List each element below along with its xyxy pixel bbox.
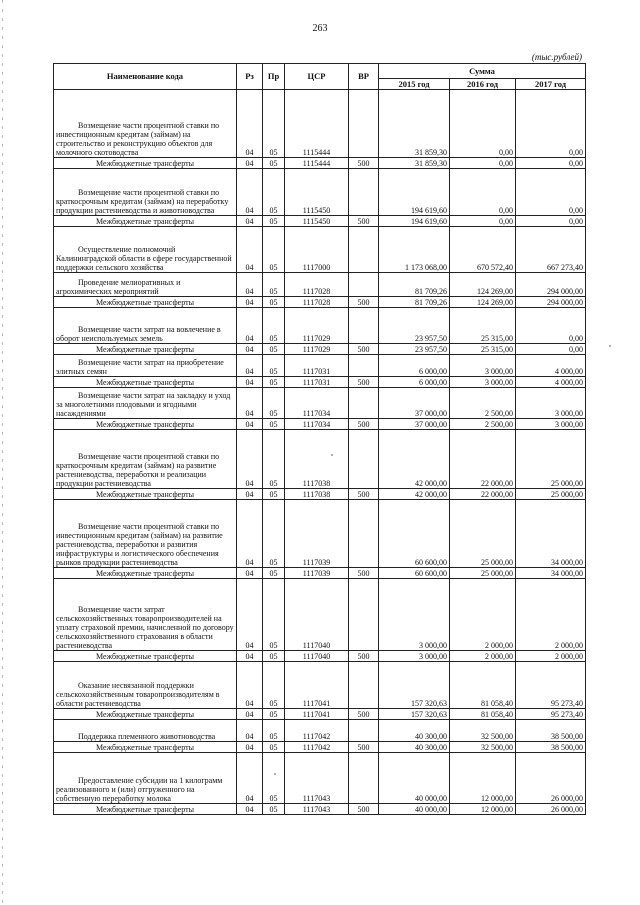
cell-v2015: 42 000,00 [379,430,450,489]
cell-csr: 1117031 [285,377,349,388]
cell-rz: 04 [237,742,263,753]
cell-pr: 05 [263,377,285,388]
cell-csr: 1117028 [285,273,349,297]
table-row [54,90,586,158]
cell-vr [349,662,379,709]
cell-name: Предоставление субсидии на 1 килограмм реализованного и (или) отгруженного на собственную переработку молока [54,753,237,804]
cell-pr: 05 [263,308,285,344]
cell-v2016: 32 500,00 [450,742,516,753]
cell-pr: 05 [263,651,285,662]
cell-vr: 500 [349,489,379,500]
cell-v2015: 40 000,00 [379,753,450,804]
cell-v2016: 2 000,00 [450,651,516,662]
cell-v2016: 2 000,00 [450,579,516,651]
cell-name: Межбюджетные трансферты [54,804,237,815]
cell-rz: 04 [237,568,263,579]
cell-v2017: 34 000,00 [516,568,586,579]
table-row [54,355,586,377]
cell-v2017: 2 000,00 [516,579,586,651]
cell-csr: 1117039 [285,568,349,579]
cell-vr [349,90,379,158]
cell-rz: 04 [237,216,263,227]
cell-vr: 500 [349,568,379,579]
cell-v2015: 60 600,00 [379,500,450,568]
cell-vr: 500 [349,804,379,815]
cell-v2017: 3 000,00 [516,388,586,419]
cell-csr: 1115444 [285,158,349,169]
cell-pr: 05 [263,419,285,430]
cell-v2017: 0,00 [516,169,586,216]
header-2017: 2017 год [516,79,586,90]
cell-pr: 05 [263,90,285,158]
cell-name: Возмещение части процентной ставки по краткосрочным кредитам (займам) на переработку продукции растениеводства и животноводства [54,169,237,216]
cell-v2016: 670 572,40 [450,227,516,273]
cell-csr: 1117041 [285,709,349,720]
cell-v2017: 26 000,00 [516,804,586,815]
cell-rz: 04 [237,388,263,419]
cell-pr: 05 [263,216,285,227]
cell-v2016: 0,00 [450,216,516,227]
cell-name: Возмещение части затрат на приобретение элитных семян [54,355,237,377]
header-name: Наименование кода [54,64,237,90]
cell-v2016: 25 315,00 [450,308,516,344]
cell-vr [349,169,379,216]
budget-table [53,63,586,815]
cell-rz: 04 [237,720,263,742]
cell-csr: 1115450 [285,169,349,216]
cell-csr: 1117043 [285,804,349,815]
scan-speck [331,454,333,456]
cell-v2017: 25 000,00 [516,430,586,489]
cell-pr: 05 [263,227,285,273]
cell-v2016: 0,00 [450,158,516,169]
cell-v2017: 294 000,00 [516,297,586,308]
header-row-top [54,64,586,79]
header-2015: 2015 год [379,79,450,90]
cell-v2015: 157 320,63 [379,662,450,709]
table-row [54,579,586,651]
cell-v2015: 3 000,00 [379,579,450,651]
cell-v2016: 12 000,00 [450,804,516,815]
cell-v2016: 25 000,00 [450,568,516,579]
header-pr: Пр [263,64,285,90]
cell-vr: 500 [349,216,379,227]
cell-csr: 1117029 [285,308,349,344]
cell-name: Межбюджетные трансферты [54,742,237,753]
cell-v2017: 38 500,00 [516,742,586,753]
cell-name: Межбюджетные трансферты [54,651,237,662]
page-number: 263 [312,23,328,34]
cell-rz: 04 [237,430,263,489]
cell-v2016: 22 000,00 [450,430,516,489]
table-row [54,419,586,430]
cell-vr: 500 [349,651,379,662]
cell-pr: 05 [263,169,285,216]
cell-v2016: 0,00 [450,169,516,216]
cell-name: Межбюджетные трансферты [54,297,237,308]
table-row [54,344,586,355]
cell-vr [349,500,379,568]
cell-name: Возмещение части процентной ставки по инвестиционным кредитам (займам) на строительство и реконструкцию объектов для молочного скотоводства [54,90,237,158]
cell-v2017: 294 000,00 [516,273,586,297]
cell-v2015: 60 600,00 [379,568,450,579]
cell-name: Межбюджетные трансферты [54,344,237,355]
cell-pr: 05 [263,489,285,500]
table-row [54,500,586,568]
cell-v2015: 40 000,00 [379,804,450,815]
table-row [54,430,586,489]
cell-pr: 05 [263,388,285,419]
cell-rz: 04 [237,90,263,158]
table-row [54,169,586,216]
cell-rz: 04 [237,297,263,308]
cell-v2016: 3 000,00 [450,355,516,377]
cell-v2015: 194 619,60 [379,216,450,227]
cell-v2016: 3 000,00 [450,377,516,388]
cell-name: Возмещение части процентной ставки по краткосрочным кредитам (займам) на развитие растениеводства, переработки и реализации продукции растениеводства [54,430,237,489]
cell-v2017: 95 273,40 [516,709,586,720]
cell-vr: 500 [349,158,379,169]
cell-vr [349,388,379,419]
cell-v2015: 23 957,50 [379,308,450,344]
cell-rz: 04 [237,709,263,720]
cell-rz: 04 [237,158,263,169]
cell-rz: 04 [237,227,263,273]
table-row [54,709,586,720]
cell-csr: 1117029 [285,344,349,355]
cell-rz: 04 [237,804,263,815]
cell-v2017: 26 000,00 [516,753,586,804]
cell-rz: 04 [237,169,263,216]
cell-rz: 04 [237,344,263,355]
cell-rz: 04 [237,500,263,568]
cell-name: Осуществление полномочий Калининградской области в сфере государственной поддержки сельского хозяйства [54,227,237,273]
table-row [54,662,586,709]
cell-name: Возмещение части процентной ставки по инвестиционным кредитам (займам) на развитие растениеводства, переработки и развития инфраструктуры и логистического обеспечения рынков продукции растениеводства [54,500,237,568]
cell-v2015: 6 000,00 [379,355,450,377]
cell-pr: 05 [263,500,285,568]
cell-v2016: 0,00 [450,90,516,158]
cell-csr: 1117028 [285,297,349,308]
cell-vr: 500 [349,742,379,753]
cell-vr [349,308,379,344]
table-row [54,753,586,804]
cell-vr: 500 [349,709,379,720]
table-row [54,742,586,753]
cell-rz: 04 [237,355,263,377]
table-row [54,720,586,742]
table-row [54,308,586,344]
cell-v2017: 0,00 [516,158,586,169]
cell-v2015: 194 619,60 [379,169,450,216]
cell-pr: 05 [263,568,285,579]
cell-pr: 05 [263,158,285,169]
cell-v2017: 667 273,40 [516,227,586,273]
cell-pr: 05 [263,579,285,651]
cell-csr: 1117040 [285,579,349,651]
cell-vr [349,753,379,804]
table-row [54,227,586,273]
cell-csr: 1117000 [285,227,349,273]
cell-rz: 04 [237,419,263,430]
cell-rz: 04 [237,308,263,344]
cell-csr: 1117042 [285,742,349,753]
cell-v2017: 0,00 [516,90,586,158]
cell-vr [349,273,379,297]
table-row [54,297,586,308]
cell-csr: 1115444 [285,90,349,158]
table-body [54,90,586,815]
cell-pr: 05 [263,804,285,815]
cell-name: Оказание несвязанной поддержки сельскохозяйственным товаропроизводителям в области растениеводства [54,662,237,709]
cell-v2017: 4 000,00 [516,355,586,377]
cell-v2015: 37 000,00 [379,388,450,419]
cell-rz: 04 [237,273,263,297]
cell-v2017: 3 000,00 [516,419,586,430]
cell-v2016: 25 000,00 [450,500,516,568]
cell-name: Межбюджетные трансферты [54,419,237,430]
cell-v2015: 157 320,63 [379,709,450,720]
cell-pr: 05 [263,742,285,753]
cell-v2015: 31 859,30 [379,158,450,169]
cell-v2017: 0,00 [516,216,586,227]
cell-v2016: 124 269,00 [450,273,516,297]
cell-pr: 05 [263,355,285,377]
cell-pr: 05 [263,430,285,489]
cell-v2016: 124 269,00 [450,297,516,308]
cell-csr: 1117041 [285,662,349,709]
cell-rz: 04 [237,377,263,388]
units-label: (тыс.рублей) [531,52,582,62]
table-row [54,804,586,815]
cell-v2015: 42 000,00 [379,489,450,500]
cell-v2017: 95 273,40 [516,662,586,709]
cell-rz: 04 [237,651,263,662]
cell-vr [349,227,379,273]
cell-v2015: 6 000,00 [379,377,450,388]
cell-vr [349,355,379,377]
cell-csr: 1117042 [285,720,349,742]
cell-pr: 05 [263,662,285,709]
cell-v2016: 22 000,00 [450,489,516,500]
table-row [54,388,586,419]
cell-rz: 04 [237,753,263,804]
cell-pr: 05 [263,720,285,742]
cell-name: Возмещение части затрат на закладку и уход за многолетними плодовыми и ягодными насаждениями [54,388,237,419]
header-2016: 2016 год [450,79,516,90]
cell-v2017: 25 000,00 [516,489,586,500]
cell-v2015: 31 859,30 [379,90,450,158]
cell-vr: 500 [349,297,379,308]
cell-name: Межбюджетные трансферты [54,158,237,169]
cell-csr: 1117043 [285,753,349,804]
cell-v2016: 25 315,00 [450,344,516,355]
cell-v2017: 0,00 [516,344,586,355]
cell-name: Межбюджетные трансферты [54,568,237,579]
cell-rz: 04 [237,579,263,651]
cell-v2015: 37 000,00 [379,419,450,430]
cell-csr: 1117040 [285,651,349,662]
header-csr: ЦСР [285,64,349,90]
cell-vr: 500 [349,419,379,430]
scan-speck [609,345,611,347]
cell-pr: 05 [263,753,285,804]
table-row [54,651,586,662]
cell-v2015: 40 300,00 [379,720,450,742]
cell-name: Возмещение части затрат сельскохозяйственных товаропроизводителей на уплату страховой премии, начисленной по договору сельскохозяйственного страхования в области растениеводства [54,579,237,651]
cell-vr: 500 [349,377,379,388]
cell-rz: 04 [237,662,263,709]
cell-csr: 1117034 [285,388,349,419]
cell-v2016: 81 058,40 [450,662,516,709]
cell-name: Межбюджетные трансферты [54,377,237,388]
table-row [54,489,586,500]
cell-name: Поддержка племенного животноводства [54,720,237,742]
scan-edge [2,0,3,905]
cell-name: Межбюджетные трансферты [54,709,237,720]
cell-name: Возмещение части затрат на вовлечение в оборот неиспользуемых земель [54,308,237,344]
cell-v2015: 1 173 068,00 [379,227,450,273]
cell-pr: 05 [263,709,285,720]
cell-csr: 1117039 [285,500,349,568]
cell-v2015: 3 000,00 [379,651,450,662]
cell-name: Проведение мелиоративных и агрохимических мероприятий [54,273,237,297]
cell-v2016: 81 058,40 [450,709,516,720]
cell-rz: 04 [237,489,263,500]
cell-v2015: 40 300,00 [379,742,450,753]
header-rz: Рз [237,64,263,90]
header-sum: Сумма [379,64,586,79]
cell-csr: 1117038 [285,489,349,500]
cell-v2016: 2 500,00 [450,388,516,419]
cell-csr: 1115450 [285,216,349,227]
cell-v2016: 12 000,00 [450,753,516,804]
cell-v2017: 0,00 [516,308,586,344]
cell-v2015: 81 709,26 [379,273,450,297]
cell-v2015: 23 957,50 [379,344,450,355]
cell-v2017: 38 500,00 [516,720,586,742]
cell-name: Межбюджетные трансферты [54,216,237,227]
cell-vr: 500 [349,344,379,355]
cell-v2017: 4 000,00 [516,377,586,388]
table-row [54,216,586,227]
header-vr: ВР [349,64,379,90]
cell-v2015: 81 709,26 [379,297,450,308]
cell-v2016: 32 500,00 [450,720,516,742]
cell-v2016: 2 500,00 [450,419,516,430]
scan-speck [274,773,276,775]
cell-v2017: 2 000,00 [516,651,586,662]
cell-v2017: 34 000,00 [516,500,586,568]
table-row [54,568,586,579]
cell-vr [349,579,379,651]
table-row [54,158,586,169]
cell-vr [349,430,379,489]
cell-name: Межбюджетные трансферты [54,489,237,500]
cell-pr: 05 [263,273,285,297]
cell-csr: 1117038 [285,430,349,489]
cell-vr [349,720,379,742]
table-row [54,377,586,388]
cell-pr: 05 [263,297,285,308]
cell-csr: 1117034 [285,419,349,430]
table-row [54,273,586,297]
cell-csr: 1117031 [285,355,349,377]
cell-pr: 05 [263,344,285,355]
